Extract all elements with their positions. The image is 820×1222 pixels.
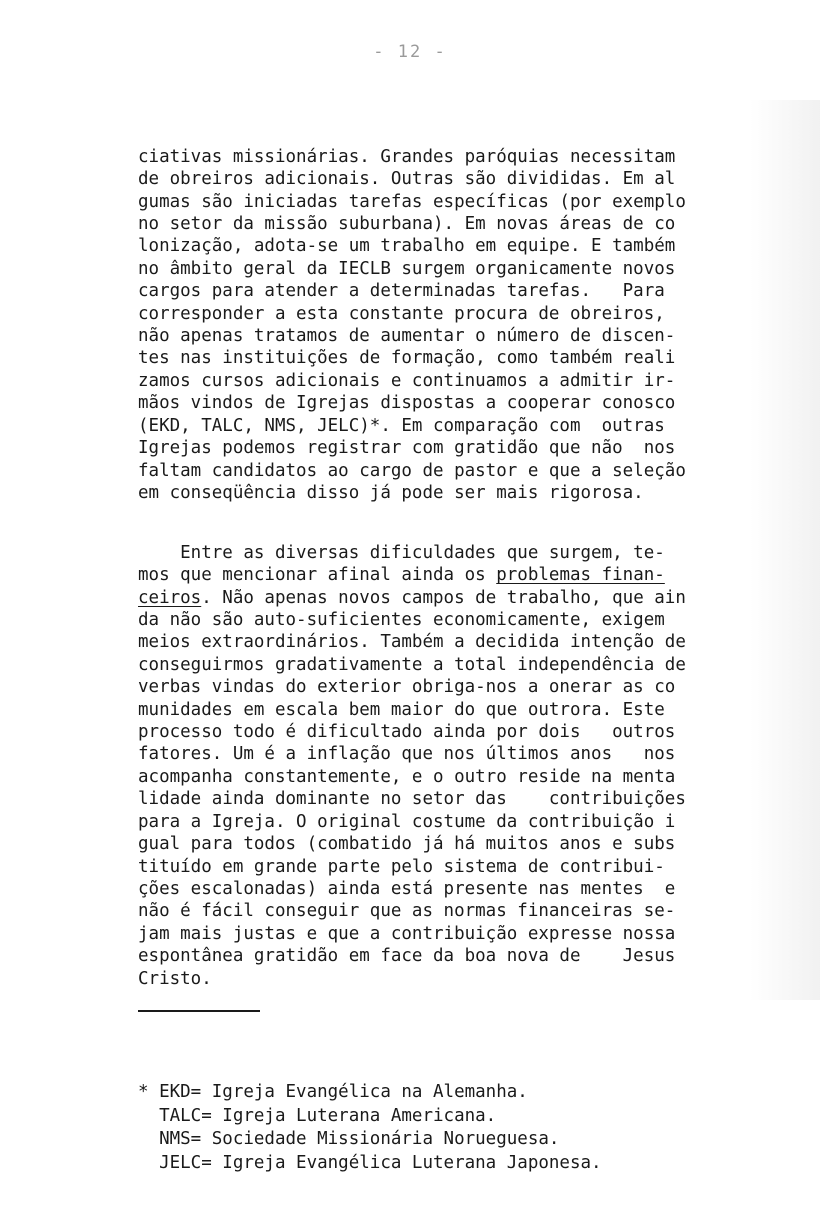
text-line: mãos vindos de Igrejas dispostas a cooperar conosco bbox=[138, 393, 676, 414]
text-line: conseguirmos gradativamente a total independência de bbox=[138, 654, 686, 675]
underlined-phrase: ceiros bbox=[138, 587, 202, 608]
text-line: (EKD, TALC, NMS, JELC)*. Em comparação com outras bbox=[138, 415, 665, 436]
footnote-line: * EKD= Igreja Evangélica na Alemanha. bbox=[138, 1082, 528, 1103]
text-line: Cristo. bbox=[138, 968, 212, 989]
footnotes bbox=[138, 1034, 698, 1199]
text-segment: mos que mencionar afinal ainda os bbox=[138, 565, 497, 586]
text-line: munidades em escala bem maior do que outrora. Este bbox=[138, 699, 665, 720]
text-line: não apenas tratamos de aumentar o número de discen- bbox=[138, 326, 676, 347]
text-line: gual para todos (combatido já há muitos anos e subs bbox=[138, 834, 676, 855]
text-line: tituído em grande parte pelo sistema de contribui- bbox=[138, 856, 665, 877]
text-line: tes nas instituições de formação, como também reali bbox=[138, 348, 676, 369]
footnote-divider bbox=[138, 1010, 260, 1012]
text-line: de obreiros adicionais. Outras são divididas. Em al bbox=[138, 169, 676, 190]
text-line: no âmbito geral da IECLB surgem organicamente novos bbox=[138, 258, 676, 279]
text-line: espontânea gratidão em face da boa nova de Jesus bbox=[138, 946, 676, 967]
text-line: em conseqüência disso já pode ser mais rigorosa. bbox=[138, 482, 644, 503]
text-line: acompanha constantemente, e o outro reside na menta bbox=[138, 766, 676, 787]
text-line: ções escalonadas) ainda está presente nas mentes e bbox=[138, 878, 676, 899]
text-line: jam mais justas e que a contribuição expresse nossa bbox=[138, 923, 676, 944]
text-line: lidade ainda dominante no setor das contribuições bbox=[138, 789, 686, 810]
text-line: processo todo é dificultado ainda por dois outros bbox=[138, 722, 676, 743]
text-line: lonização, adota-se um trabalho em equipe. E também bbox=[138, 236, 676, 257]
text-line bbox=[138, 587, 718, 609]
text-line: Igrejas podemos registrar com gratidão que não nos bbox=[138, 438, 676, 459]
text-line: faltam candidatos ao cargo de pastor e que a seleção bbox=[138, 460, 686, 481]
text-segment: . Não apenas novos campos de trabalho, que ain bbox=[201, 587, 686, 608]
text-line: gumas são iniciadas tarefas específicas (por exemplo bbox=[138, 191, 686, 212]
text-line: no setor da missão suburbana). Em novas áreas de co bbox=[138, 214, 676, 235]
text-line: corresponder a esta constante procura de obreiros, bbox=[138, 303, 665, 324]
text-line: cargos para atender a determinadas tarefas. Para bbox=[138, 281, 665, 302]
text-line: ciativas missionárias. Grandes paróquias necessitam bbox=[138, 146, 676, 167]
page-number: - 12 - bbox=[373, 42, 447, 62]
footnote-line: TALC= Igreja Luterana Americana. bbox=[138, 1105, 497, 1126]
scan-shadow bbox=[750, 100, 820, 1000]
text-line: para a Igreja. O original costume da contribuição i bbox=[138, 811, 676, 832]
text-line: verbas vindas do exterior obriga-nos a onerar as co bbox=[138, 677, 676, 698]
text-line: Entre as diversas dificuldades que surgem, te- bbox=[138, 542, 665, 563]
text-line: não é fácil conseguir que as normas financeiras se- bbox=[138, 901, 676, 922]
footnote-line: JELC= Igreja Evangélica Luterana Japonesa. bbox=[138, 1152, 602, 1173]
text-line bbox=[138, 564, 718, 586]
text-line: meios extraordinários. Também a decidida intenção de bbox=[138, 632, 686, 653]
text-line: fatores. Um é a inflação que nos últimos anos nos bbox=[138, 744, 676, 765]
paragraph-1 bbox=[138, 101, 718, 527]
paragraph-2 bbox=[138, 497, 718, 1012]
text-line: zamos cursos adicionais e continuamos a admitir ir- bbox=[138, 370, 676, 391]
text-line: da não são auto-suficientes economicamente, exigem bbox=[138, 610, 665, 631]
underlined-phrase: problemas finan- bbox=[496, 565, 665, 586]
footnote-line: NMS= Sociedade Missionária Norueguesa. bbox=[138, 1129, 560, 1150]
